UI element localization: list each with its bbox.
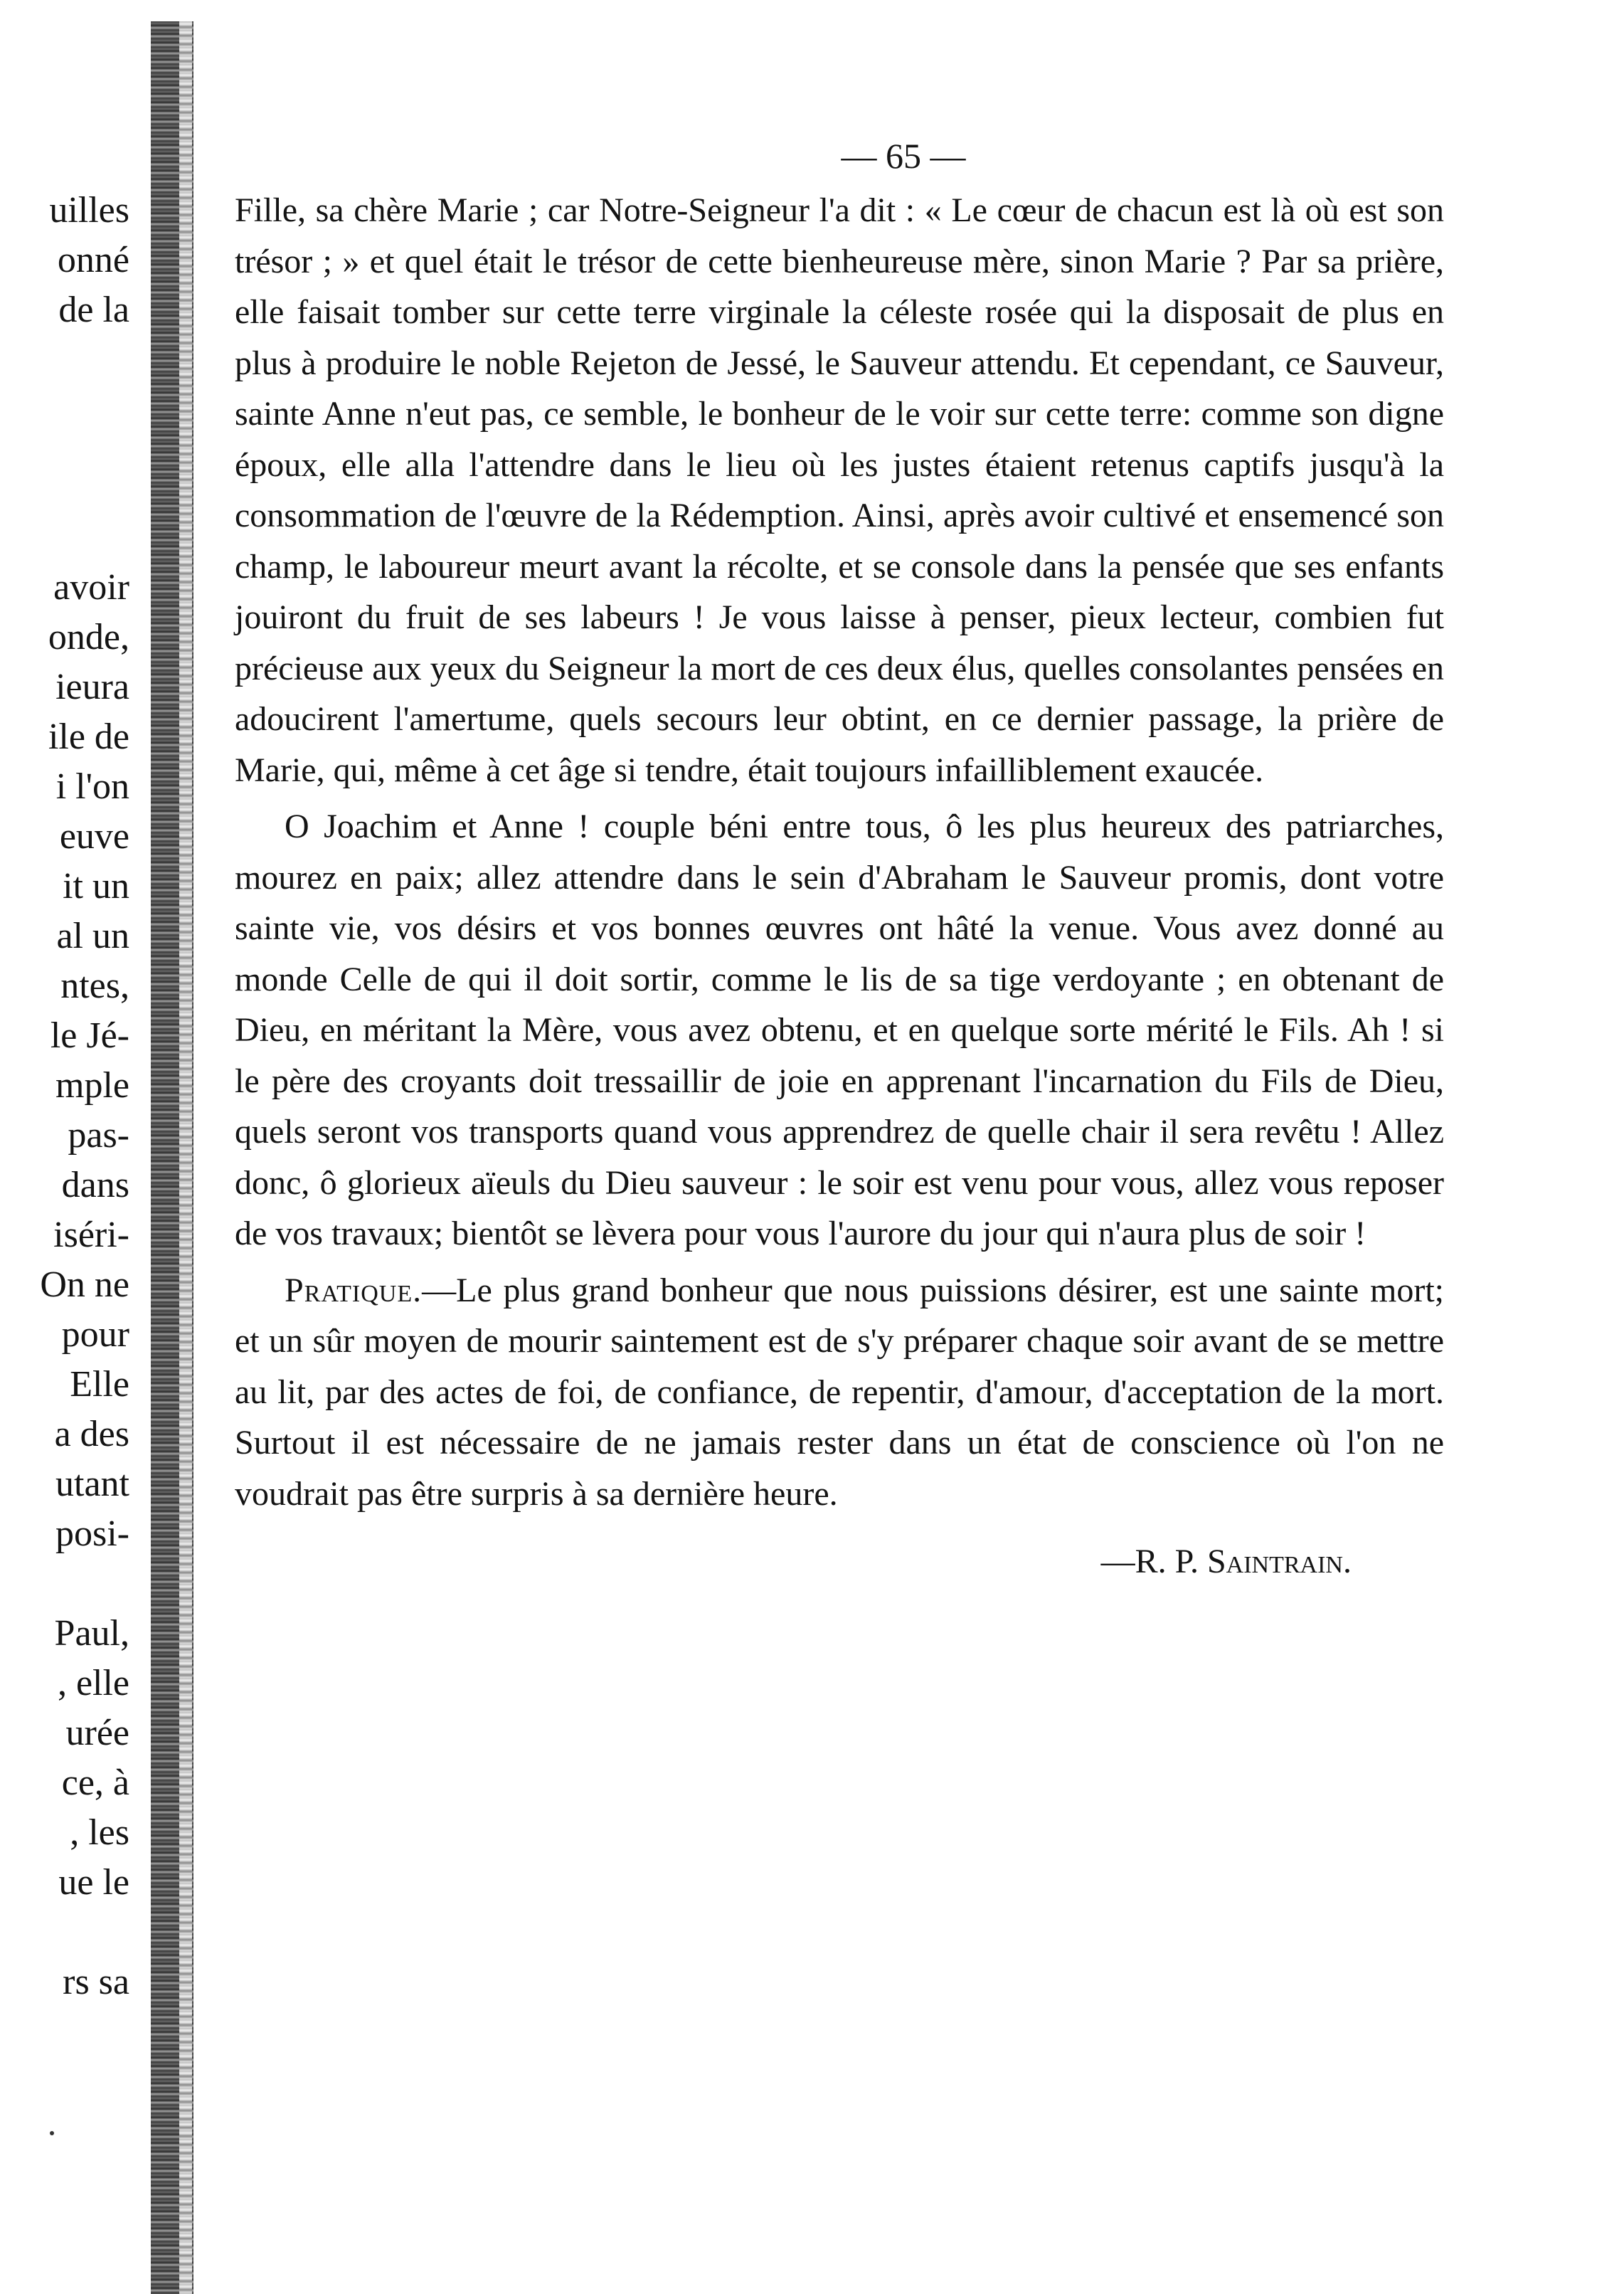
margin-fragment: Paul, [54, 1613, 129, 1654]
paragraph-1: Fille, sa chère Marie ; car Notre-Seigneur l'a dit : « Le cœur de chacun est là où est son trésor ; » et quel était le trésor de cette bienheureuse mère, sinon Marie ? Par sa prière, elle faisait tomber sur cette terre virginale la céleste rosée qui la disposait de plus en plus à produire le noble Rejeton de Jessé, le Sauveur attendu. Et cependant, ce Sauveur, sainte Anne n'eut pas, ce semble, le bonheur de le voir sur cette terre: comme son digne époux, elle alla l'attendre dans le lieu où les justes étaient retenus captifs jusqu'à la consommation de l'œuvre de la Rédemption. Ainsi, après avoir cultivé et ensemencé son champ, le laboureur meurt avant la récolte, et se console dans la pensée que ses enfants jouiront du fruit de ses labeurs ! Je vous laisse à penser, pieux lecteur, combien fut précieuse aux yeux du Seigneur la mort de ces deux élus, quelles consolantes pensées en adoucirent l'amertume, quels secours leur obtint, en ce dernier passage, la prière de Marie, qui, même à cet âge si tendre, était toujours infailliblement exaucée. [235, 191, 1444, 789]
previous-page-margin [0, 0, 142, 2294]
margin-fragment: dans [61, 1165, 129, 1205]
margin-fragment: , les [70, 1812, 129, 1853]
paragraph-2: O Joachim et Anne ! couple béni entre tous, ô les plus heureux des patriarches, mourez en paix; allez attendre dans le sein d'Abraham le Sauveur promis, dont votre sainte vie, vos désirs et vos bonnes œuvres ont hâté la venue. Vous avez donné au monde Celle de qui il doit sortir, comme le lis de sa tige verdoyante ; en obtenant de Dieu, en méritant la Mère, vous avez obtenu, et en quelque sorte mérité le Fils. Ah ! si le père des croyants doit tressaillir de joie en apprenant l'incarnation du Fils de Dieu, quels seront vos transports quand vous apprendrez de quelle chair il sera revêtu ! Allez donc, ô glorieux aïeuls du Dieu sauveur : le soir est venu pour vous, allez vous reposer de vos travaux; bientôt se lèvera pour vous l'aurore du jour qui n'aura plus de soir ! [235, 808, 1444, 1252]
margin-fragment: al un [56, 916, 129, 956]
margin-fragment: iséri- [53, 1215, 129, 1255]
practice-text: —Le plus grand bonheur que nous puissions désirer, est une sainte mort; et un sûr moyen de mourir saintement est de s'y préparer chaque soir avant de se mettre au lit, par des actes de foi, de confiance, de repentir, d'amour, d'acceptation de la mort. Surtout il est nécessaire de ne jamais rester dans un état de conscience où l'on ne voudrait pas être surpris à sa dernière heure. [235, 1271, 1444, 1513]
margin-fragment: ue le [58, 1862, 129, 1903]
margin-fragment: rs sa [63, 1962, 129, 2002]
margin-fragment: uilles [49, 190, 129, 231]
page-body [235, 135, 1444, 1587]
margin-fragment: pour [61, 1314, 129, 1355]
signature-prefix: —R. P. [1100, 1543, 1207, 1580]
margin-fragment: de la [58, 290, 129, 330]
margin-fragment: ce, à [61, 1762, 129, 1803]
margin-fragment: utant [55, 1464, 129, 1504]
margin-fragment: Elle [70, 1364, 129, 1405]
margin-fragment: it un [63, 866, 129, 906]
margin-fragment: le Jé- [50, 1015, 129, 1056]
margin-fragment: urée [65, 1713, 129, 1753]
margin-fragment: i l'on [55, 766, 129, 807]
paragraph-practice [235, 1265, 1444, 1520]
page-number: — 65 — [841, 136, 966, 176]
margin-fragment: ieura [55, 667, 129, 707]
margin-dot [50, 2131, 54, 2135]
margin-fragment: , elle [57, 1663, 129, 1703]
practice-label: Pratique. [285, 1271, 423, 1309]
margin-fragment: mple [55, 1065, 129, 1106]
margin-fragment: ntes, [60, 966, 129, 1006]
margin-fragment: posi- [55, 1513, 129, 1554]
margin-fragment: avoir [53, 567, 129, 608]
margin-fragment: a des [54, 1414, 129, 1454]
margin-fragment: onde, [48, 617, 129, 657]
book-gutter-edge [179, 21, 192, 2294]
margin-fragment: euve [59, 816, 129, 857]
margin-fragment: On ne [40, 1264, 129, 1305]
signature [235, 1536, 1444, 1587]
margin-fragment: onné [57, 240, 129, 280]
margin-fragment: ile de [48, 717, 129, 757]
margin-fragment: pas- [68, 1115, 129, 1156]
signature-name: Saintrain. [1206, 1543, 1352, 1580]
